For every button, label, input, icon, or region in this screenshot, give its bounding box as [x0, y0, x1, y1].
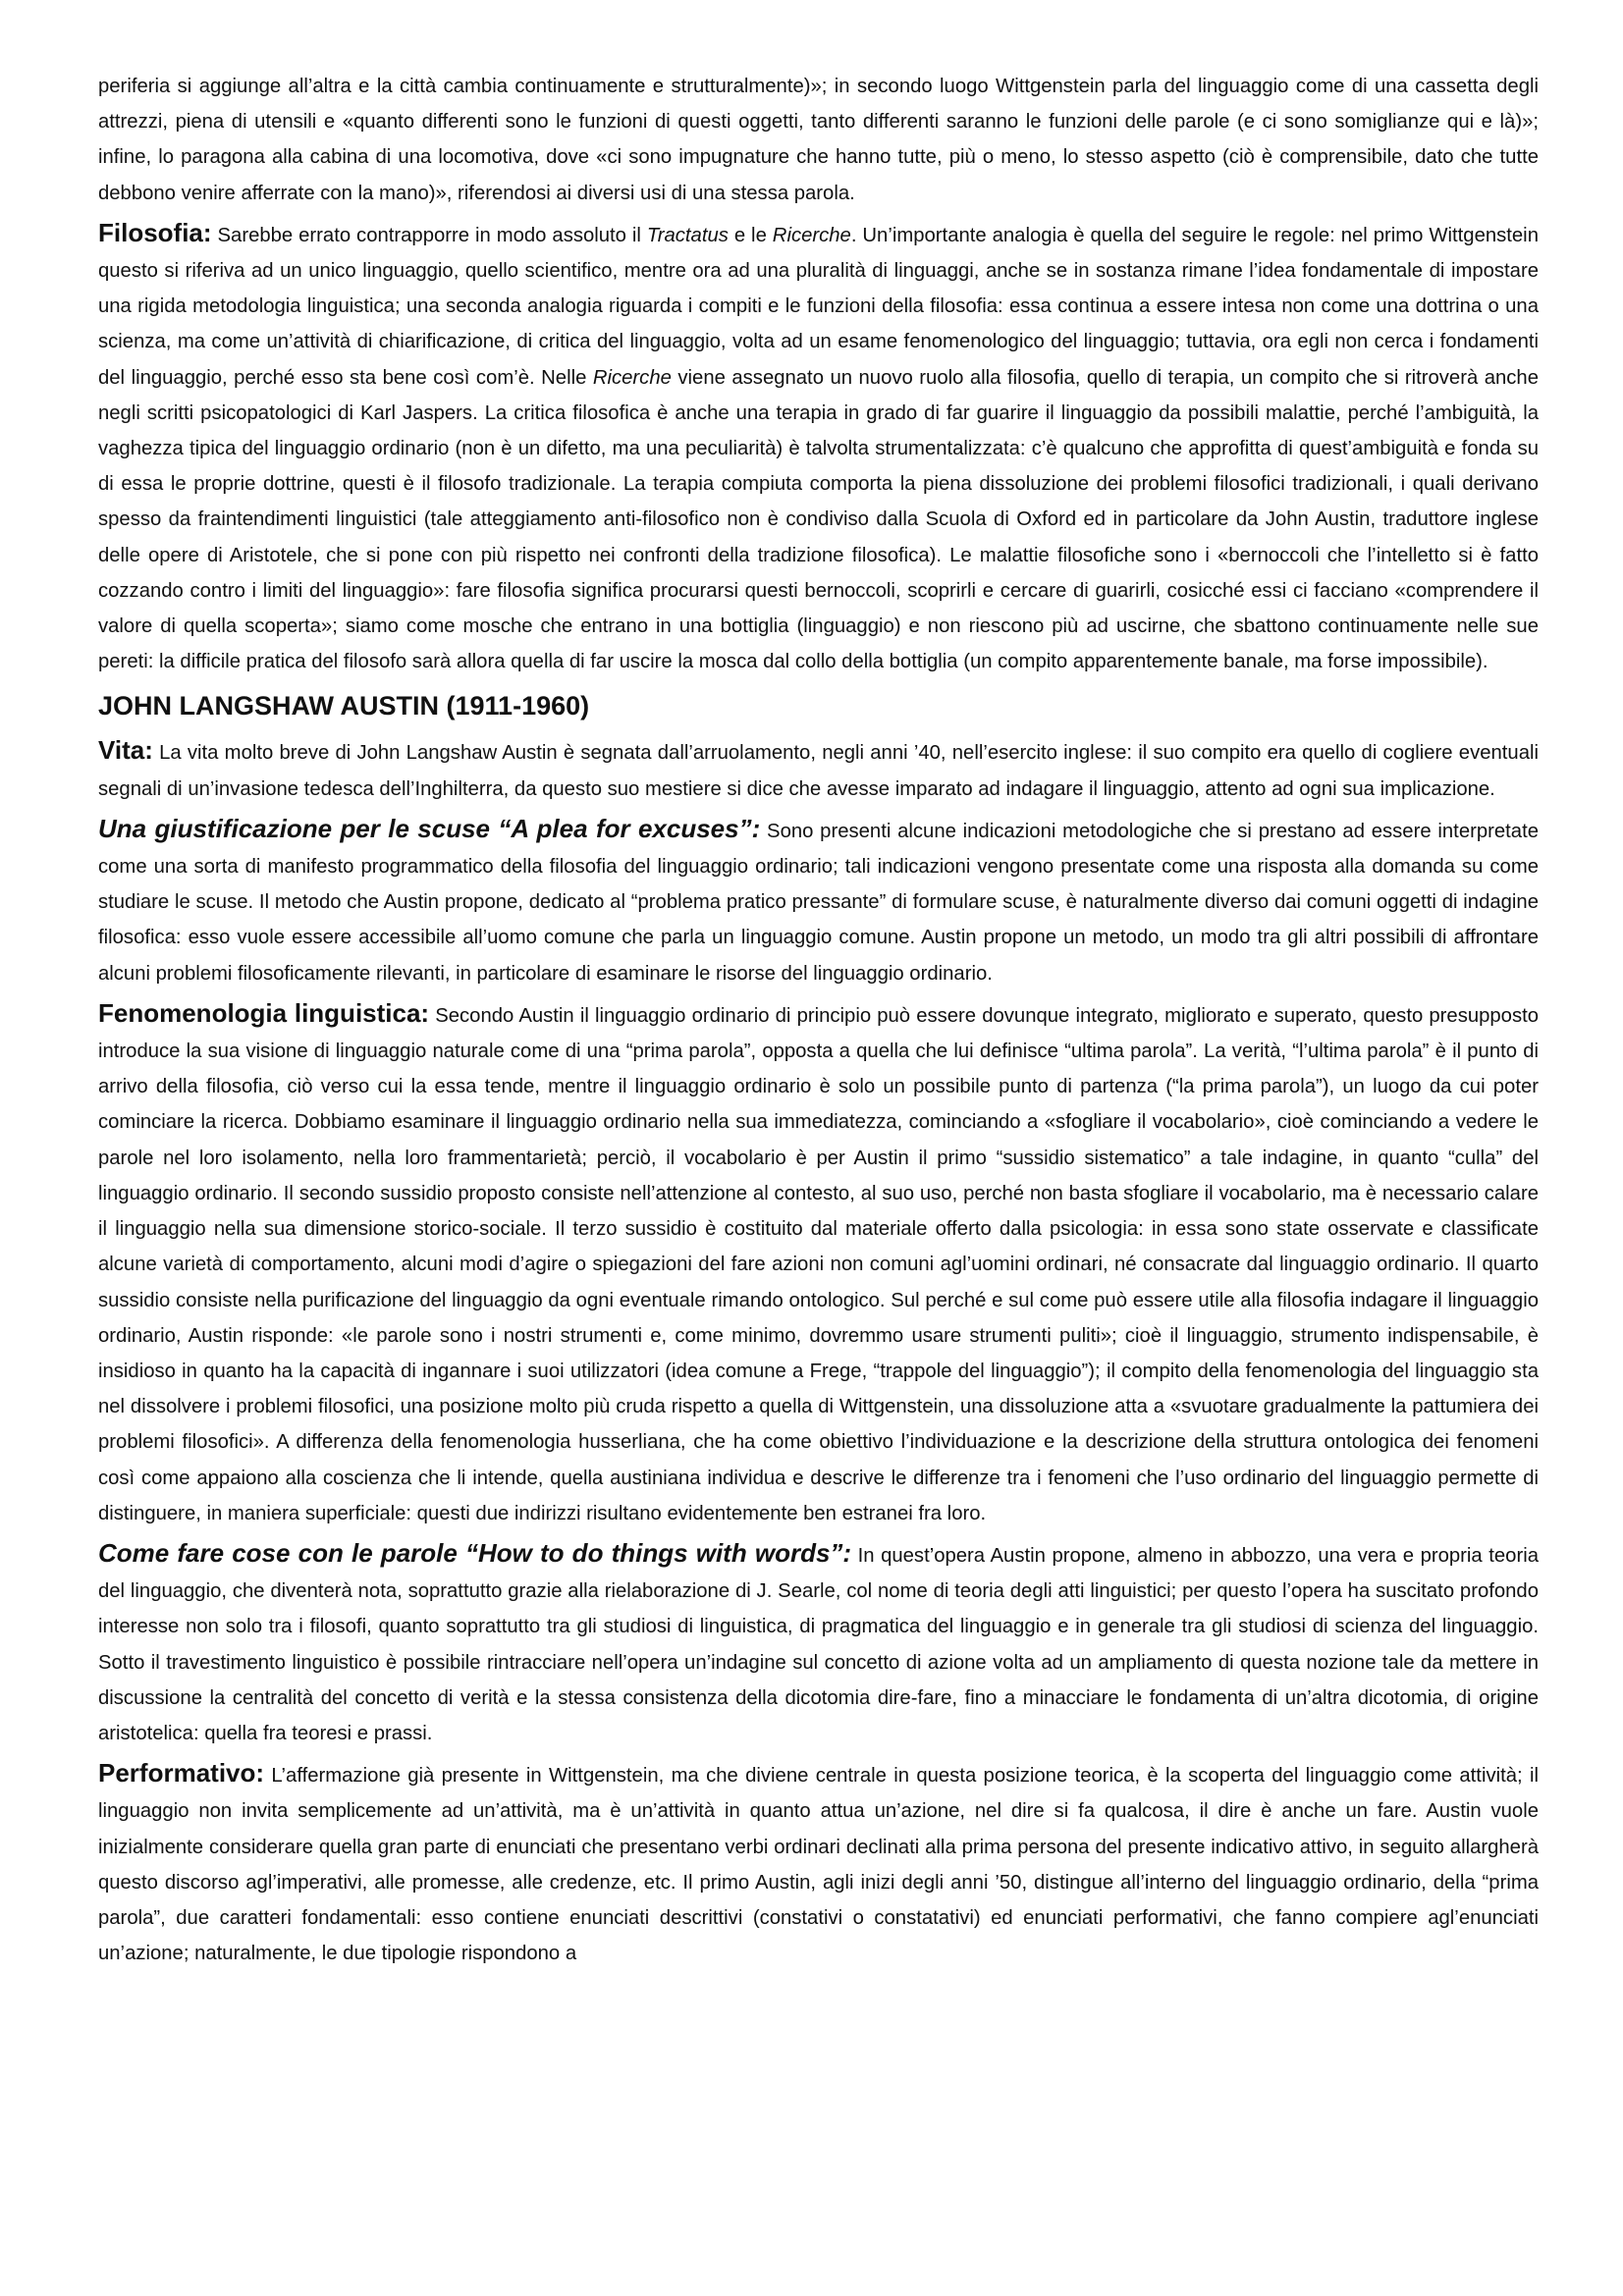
filosofia-text-1: Sarebbe errato contrapporre in modo assoluto il: [211, 224, 647, 246]
vita-text: La vita molto breve di John Langshaw Austin è segnata dall’arruolamento, negli anni ’40, nell’esercito inglese: il suo compito era quello di cogliere eventuali segnali di un’invasione tedesca dell’Inghilterra, da questo suo mestiere si dice che avesse imparato ad indagare il linguaggio, attento ad ogni sua implicazione.: [98, 742, 1539, 800]
filosofia-text-4: viene assegnato un nuovo ruolo alla filosofia, quello di terapia, un compito che si ritroverà anche negli scritti psicopatologici di Karl Jaspers. La critica filosofica è anche una terapia in grado di far guarire il linguaggio da possibili malattie, perché l’ambiguità, la vaghezza tipica del linguaggio ordinario (non è un difetto, ma una peculiarità) è talvolta strumentalizzata: c’è qualcuno che approfitta di quest’ambiguità e fonda su di essa le proprie dottrine, questi è il filosofo tradizionale. La terapia compiuta comporta la piena dissoluzione dei problemi filosofici tradizionali, i quali derivano spesso da fraintendimenti linguistici (tale atteggiamento anti-filosofico non è condiviso dalla Scuola di Oxford ed in particolare da John Austin, traduttore inglese delle opere di Aristotele, che si pone con più rispetto nei confronti della tradizione filosofica). Le malattie filosofiche sono i «bernoccoli che l’intelletto si è fatto cozzando contro i limiti del linguaggio»: fare filosofia significa procurarsi questi bernoccoli, scoprirli e cercare di guarirli, cosicché essi ci facciano «comprendere il valore di quella scoperta»; siamo come mosche che entrano in una bottiglia (linguaggio) e non riescono più ad uscirne, che sbattono continuamente nelle sue pereti: la difficile pratica del filosofo sarà allora quella di far uscire la mosca dal collo della bottiglia (un compito apparentemente banale, ma forse impossibile).: [98, 366, 1539, 673]
fenomenologia-text: Secondo Austin il linguaggio ordinario di principio può essere dovunque integrato, migliorato e superato, questo presupposto introduce la sua visione di linguaggio naturale come di una “prima parola”, opposta a quella che lui definisce “ultima parola”. La verità, “l’ultima parola” è il punto di arrivo della filosofia, ciò verso cui la essa tende, mentre il linguaggio ordinario è solo un possibile punto di partenza (“la prima parola”), un luogo da cui poter cominciare la ricerca. Dobbiamo esaminare il linguaggio ordinario nella sua immediatezza, cominciando a «sfogliare il vocabolario», cioè cominciando a vedere le parole nel loro isolamento, nella loro frammentarietà; perciò, il vocabolario è per Austin il primo “sussidio sistematico” a tale indagine, in quanto “culla” del linguaggio ordinario. Il secondo sussidio proposto consiste nell’attenzione al contesto, al suo uso, perché non basta sfogliare il vocabolario, ma è necessario calare il linguaggio nella sua dimensione storico-sociale. Il terzo sussidio è costituito dal materiale offerto dalla psicologia: in essa sono state osservate e classificate alcune varietà di comportamento, alcuni modi d’agire o spiegazioni del fare azioni non comuni agl’uomini ordinari, né consacrate dal linguaggio ordinario. Il quarto sussidio consiste nella purificazione del linguaggio da ogni eventuale rimando ontologico. Sul perché e sul come può essere utile alla filosofia indagare il linguaggio ordinario, Austin risponde: «le parole sono i nostri strumenti e, come minimo, dovremmo usare strumenti puliti»; cioè il linguaggio, strumento indispensabile, è insidioso in quanto ha la capacità di ingannare i suoi utilizzatori (idea comune a Frege, “trappole del linguaggio”); il compito della fenomenologia del linguaggio sta nel dissolvere i problemi filosofici, una posizione molto più cruda rispetto a quella di Wittgenstein, una dissoluzione atta a «svuotare gradualmente la pattumiera dei problemi filosofici». A differenza della fenomenologia husserliana, che ha come obiettivo l’individuazione e la descrizione della struttura ontologica dei fenomeni così come appaiono alla coscienza che li intende, quella austiniana individua e descrive le differenze tra i fenomeni che l’uso ordinario del linguaggio permette di distinguere, in maniera superficiale: questi due indirizzi risultano evidentemente ben estranei fra loro.: [98, 1004, 1540, 1524]
scuse-label: Una giustificazione per le scuse “A plea for excuses”:: [98, 813, 761, 843]
continuation-text: periferia si aggiunge all’altra e la città cambia continuamente e strutturalmente)»; in secondo luogo Wittgenstein parla del linguaggio come di una cassetta degli attrezzi, piena di utensili e «quanto differenti sono le funzioni di questi oggetti, tanto differenti saranno le funzioni delle parole (e ci sono somiglianze qui e là)»; infine, lo paragona alla cabina di una locomotiva, dove «ci sono impugnature che hanno tutte, più o meno, lo stesso aspetto (ciò è comprensibile, dato che tutte debbono venire afferrate con la mano)», riferendosi ai diversi usi di una stessa parola.: [98, 76, 1539, 204]
performativo-text: L’affermazione già presente in Wittgenstein, ma che diviene centrale in questa posizione teorica, è la scoperta del linguaggio come attività; il linguaggio non invita semplicemente ad un’attività, ma è un’attività in quanto attua un’azione, nel dire si fa qualcosa, il dire è anche un fare. Austin vuole inizialmente considerare quella gran parte di enunciati che presentano verbi ordinari declinati alla prima persona del presente indicativo attivo, in seguito allargherà questo discorso agl’imperativi, alle promesse, alle credenze, etc. Il primo Austin, agli inizi degli anni ’50, distingue all’interno del linguaggio ordinario, della “prima parola”, due caratteri fondamentali: esso contiene enunciati descrittivi (constativi o constatativi) ed enunciati performativi, che fanno compiere agl’enunciati un’azione; naturalmente, le due tipologie rispondono a: [98, 1765, 1539, 1965]
filosofia-italic-ricerche-1: Ricerche: [772, 224, 851, 246]
paragraph-scuse: [98, 811, 1539, 991]
paragraph-vita: [98, 732, 1539, 806]
vita-label: Vita:: [98, 735, 153, 766]
filosofia-italic-ricerche-2: Ricerche: [592, 366, 672, 389]
paragraph-performativo: [98, 1755, 1539, 1971]
paragraph-fenomenologia: [98, 995, 1539, 1531]
filosofia-italic-tractatus: Tractatus: [646, 224, 729, 246]
come-fare-label: Come fare cose con le parole “How to do things with words”:: [98, 1537, 852, 1568]
paragraph-continuation: [98, 69, 1539, 211]
filosofia-label: Filosofia:: [98, 217, 212, 247]
filosofia-text-2: e le: [728, 224, 773, 246]
performativo-label: Performativo:: [98, 1758, 265, 1789]
scuse-text: Sono presenti alcune indicazioni metodologiche che si prestano ad essere interpretate come una sorta di manifesto programmatico della filosofia del linguaggio ordinario; tali indicazioni vengono presentate come una risposta alla domanda su come studiare le scuse. Il metodo che Austin propone, dedicato al “problema pratico pressante” di formulare scuse, è naturalmente diverso dai comuni oggetti di indagine filosofica: esso vuole essere accessibile all’uomo comune che parla un linguaggio comune. Austin propone un metodo, un modo tra gli altri possibili di affrontare alcuni problemi filosoficamente rilevanti, in particolare di esaminare le risorse del linguaggio ordinario.: [98, 820, 1539, 985]
austin-section-heading: JOHN LANGSHAW AUSTIN (1911-1960): [98, 691, 590, 721]
filosofia-text-3: . Un’importante analogia è quella del seguire le regole: nel primo Wittgenstein questo si riferiva ad un unico linguaggio, quello scientifico, mentre ora ad una pluralità di linguaggi, anche se in sostanza rimane l’idea fondamentale di impostare una rigida metodologia linguistica; una seconda analogia riguarda i compiti e le funzioni della filosofia: essa continua a essere intesa non come una dottrina o una scienza, ma come un’attività di chiarificazione, di critica del linguaggio, volta ad un esame fenomenologico del linguaggio; tuttavia, ora egli non cerca i fondamenti del linguaggio, perché esso sta bene così com’è. Nelle: [98, 224, 1539, 389]
come-fare-text: In quest’opera Austin propone, almeno in abbozzo, una vera e propria teoria del linguaggio, che diventerà nota, soprattutto grazie alla rielaborazione di J. Searle, col nome di teoria degli atti linguistici; per questo l’opera ha suscitato profondo interesse non solo tra i filosofi, quanto soprattutto tra gli studiosi di linguistica, di pragmatica del linguaggio e in generale tra gli studiosi di scienza del linguaggio. Sotto il travestimento linguistico è possibile rintracciare nell’opera un’indagine sul concetto di azione volta ad un ampliamento di questa nozione tale da mettere in discussione la centralità del concetto di verità e la stessa consistenza della dicotomia dire-fare, fino a minacciare le fondamenta di un’altra dicotomia, di origine aristotelica: quella fra teoresi e prassi.: [98, 1544, 1539, 1744]
fenomenologia-label: Fenomenologia linguistica:: [98, 997, 430, 1028]
paragraph-come-fare: [98, 1535, 1539, 1751]
paragraph-filosofia: [98, 215, 1539, 680]
